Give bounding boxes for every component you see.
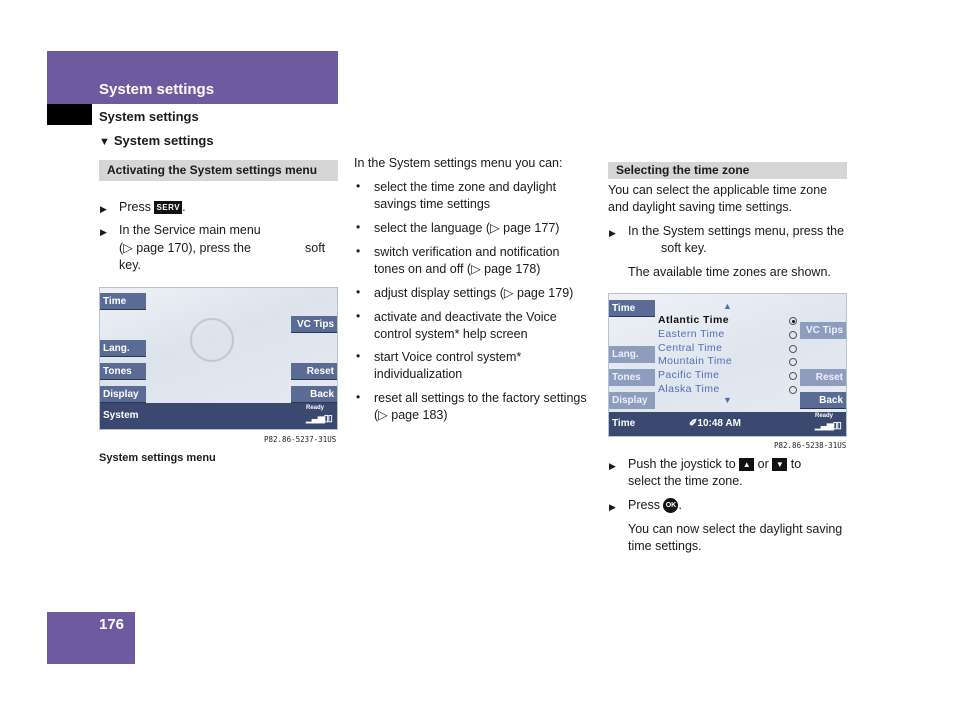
vc-tips-softkey[interactable]: VC Tips	[800, 322, 846, 339]
col1-step2-line2a: (▷ page 170), press the	[119, 241, 251, 255]
status-label: System	[103, 410, 139, 421]
col3-step3	[628, 497, 682, 514]
col3-step1-line2: soft key.	[661, 241, 707, 255]
col2-list-item-line: tones on and off (▷ page 178)	[374, 262, 541, 276]
col2-list-item-line: reset all settings to the factory settings	[374, 391, 587, 405]
time-zone-option[interactable]: Mountain Time	[658, 355, 733, 368]
back-softkey[interactable]: Back	[291, 386, 337, 403]
col3-note2-line2: time settings.	[628, 539, 702, 553]
star-watermark-icon	[190, 318, 234, 362]
bullet-dot-icon: •	[356, 179, 361, 193]
col3-intro-line1: You can select the applicable time zone	[608, 183, 828, 197]
time-zone-option[interactable]: Pacific Time	[658, 369, 720, 382]
col1-step2-line1: In the Service main menu	[119, 223, 261, 237]
col2-list-item-line: activate and deactivate the Voice	[374, 310, 557, 324]
col3-intro-line2: and daylight saving time settings.	[608, 200, 793, 214]
arrow-bullet-icon: ▶	[609, 461, 616, 471]
joystick-down-icon: ▼	[772, 458, 787, 471]
section-tab-marker	[47, 104, 92, 125]
radio-button-icon[interactable]	[789, 317, 797, 325]
time-zone-screen	[608, 293, 847, 437]
chapter-title: System settings	[99, 81, 215, 98]
step-text: Press	[628, 498, 660, 512]
bullet-dot-icon: •	[356, 244, 361, 258]
time-zone-option[interactable]: Central Time	[658, 341, 723, 354]
serv-key-icon: SERV	[156, 203, 181, 213]
arrow-bullet-icon: ▶	[100, 204, 107, 214]
col3-note2-line1: You can now select the daylight saving	[628, 522, 843, 536]
time-zone-option[interactable]: Atlantic Time	[658, 314, 729, 326]
screen-status-bar	[100, 403, 337, 429]
time-softkey[interactable]: Time	[100, 293, 146, 310]
col1-step2-line3: key.	[119, 258, 141, 272]
col2-list-item-line: select the time zone and daylight	[374, 180, 557, 194]
ok-button-icon: OK	[663, 498, 678, 513]
lang-softkey[interactable]: Lang.	[609, 346, 655, 363]
screen-status-bar	[609, 412, 846, 436]
step-text: Press	[119, 200, 151, 214]
step-text-or: or	[757, 457, 769, 471]
signal-strength-icon: ▁▃▅▯▯	[306, 413, 332, 423]
bullet-dot-icon: •	[356, 309, 361, 323]
radio-button-icon[interactable]	[789, 345, 797, 353]
radio-button-icon[interactable]	[789, 358, 797, 366]
display-softkey[interactable]: Display	[609, 392, 655, 409]
page-number: 176	[99, 616, 125, 633]
col2-list-item-line: (▷ page 183)	[374, 408, 448, 422]
time-softkey[interactable]: Time	[609, 300, 655, 317]
radio-button-icon[interactable]	[789, 331, 797, 339]
ready-label: Ready	[306, 405, 325, 411]
page-number-bar	[47, 612, 135, 664]
col3-step2-line2: select the time zone.	[628, 474, 743, 488]
col2-list-item-line: individualization	[374, 367, 463, 381]
joystick-up-icon: ▲	[739, 458, 754, 471]
subsection-title	[99, 133, 214, 148]
image-code: P82.86-5237-31US	[264, 435, 337, 444]
tones-softkey[interactable]: Tones	[609, 369, 655, 386]
section-title: System settings	[99, 109, 199, 124]
col2-intro: In the System settings menu you can:	[354, 156, 563, 170]
bullet-dot-icon: •	[356, 349, 361, 363]
col2-list-item-line: switch verification and notification	[374, 245, 560, 259]
arrow-bullet-icon: ▶	[609, 228, 616, 238]
time-zone-option[interactable]: Eastern Time	[658, 327, 725, 340]
col1-step2-line2b: soft	[305, 241, 326, 255]
satellite-icon: ✐	[689, 418, 698, 429]
step-text-end: .	[678, 498, 682, 512]
bullet-dot-icon: •	[356, 390, 361, 404]
arrow-bullet-icon: ▶	[100, 227, 107, 237]
ready-label: Ready	[815, 413, 834, 419]
col3-step1-line1: In the System settings menu, press the	[628, 224, 845, 238]
clock-time: 10:48 AM	[697, 418, 741, 429]
triangle-down-icon: ▼	[99, 136, 110, 148]
scroll-up-icon[interactable]: ▲	[723, 301, 732, 311]
lang-softkey[interactable]: Lang.	[100, 340, 146, 357]
col2-list-item-line: start Voice control system*	[374, 350, 522, 364]
col3-heading: Selecting the time zone	[608, 162, 847, 179]
bullet-dot-icon: •	[356, 285, 361, 299]
system-settings-screen	[99, 287, 338, 430]
figure-caption: System settings menu	[99, 452, 216, 464]
col3-step2-line1	[628, 456, 801, 473]
step-text: Push the joystick to	[628, 457, 736, 471]
col2-list-item-line: adjust display settings (▷ page 179)	[374, 286, 574, 300]
arrow-bullet-icon: ▶	[609, 502, 616, 512]
signal-strength-icon: ▁▃▅▯▯	[815, 420, 841, 430]
back-softkey[interactable]: Back	[800, 392, 846, 409]
tones-softkey[interactable]: Tones	[100, 363, 146, 380]
col2-list-item-line: control system* help screen	[374, 327, 528, 341]
col1-step1	[119, 199, 186, 216]
col1-heading: Activating the System settings menu	[99, 160, 338, 181]
display-softkey[interactable]: Display	[100, 386, 146, 403]
chapter-header-bar	[47, 51, 338, 104]
radio-button-icon[interactable]	[789, 372, 797, 380]
time-zone-option[interactable]: Alaska Time	[658, 383, 720, 395]
status-label: Time	[612, 418, 636, 429]
bullet-dot-icon: •	[356, 220, 361, 234]
scroll-down-icon[interactable]: ▼	[723, 395, 732, 405]
step-text-end: .	[182, 200, 186, 214]
reset-softkey[interactable]: Reset	[800, 369, 846, 386]
radio-button-icon[interactable]	[789, 386, 797, 394]
col2-list-item-line: savings time settings	[374, 197, 491, 211]
step-text-to: to	[790, 457, 802, 471]
col2-list-item-line: select the language (▷ page 177)	[374, 221, 560, 235]
vc-tips-softkey[interactable]: VC Tips	[291, 316, 337, 333]
col3-note1: The available time zones are shown.	[628, 265, 831, 279]
image-code: P82.86-5238-31US	[774, 441, 847, 450]
subsection-title-text: System settings	[113, 133, 214, 148]
clock-display	[689, 418, 741, 429]
reset-softkey[interactable]: Reset	[291, 363, 337, 380]
